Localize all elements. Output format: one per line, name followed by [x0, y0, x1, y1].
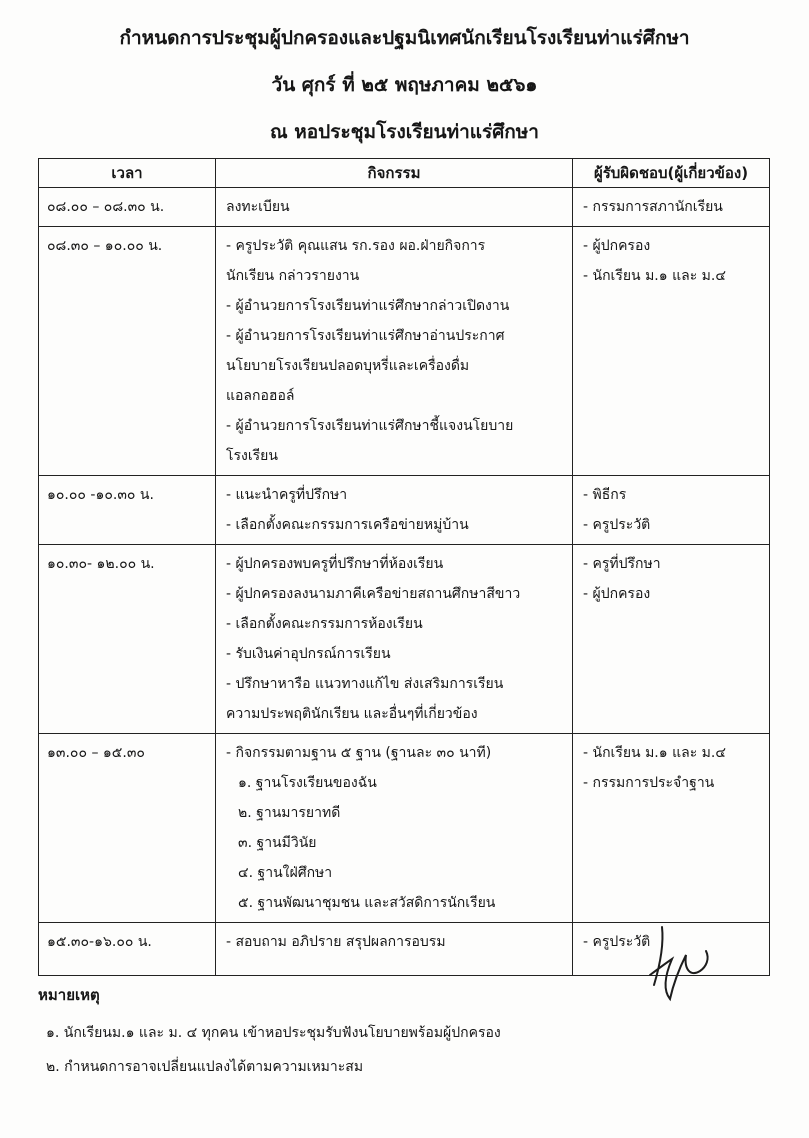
notes-heading: หมายเหตุ: [38, 986, 100, 1004]
note-item: ๑. นักเรียนม.๑ และ ม. ๔ ทุกคน เข้าหอประชุมรับฟังนโยบายพร้อมผู้ปกครอง: [46, 1025, 501, 1041]
time-text: ๐๘.๓๐ – ๑๐.๐๐ น.: [47, 238, 163, 254]
activity-cell: [216, 734, 573, 923]
activity-line: - เลือกตั้งคณะกรรมการเครือข่ายหมู่บ้าน: [226, 517, 469, 533]
activity-line: ๕. ฐานพัฒนาชุมชน และสวัสดิการนักเรียน: [238, 895, 496, 911]
time-text: ๐๘.๐๐ – ๐๘.๓๐ น.: [47, 199, 165, 215]
responsible-line: - ครูประวัติ: [583, 517, 651, 533]
activity-line: - แนะนำครูที่ปรึกษา: [226, 487, 348, 503]
event-venue: ณ หอประชุมโรงเรียนท่าแร่ศึกษา: [270, 121, 539, 143]
responsible-line: - ครูประวัติ: [583, 934, 651, 950]
responsible-cell: [573, 476, 770, 545]
table-header-row: [39, 159, 770, 188]
time-text: ๑๓.๐๐ – ๑๕.๓๐: [47, 745, 145, 761]
header-time: เวลา: [39, 159, 216, 188]
header-activity: กิจกรรม: [216, 159, 573, 188]
activity-cell: [216, 188, 573, 227]
time-cell: [39, 188, 216, 227]
time-text: ๑๐.๓๐- ๑๒.๐๐ น.: [47, 556, 155, 572]
activity-line: ๑. ฐานโรงเรียนของฉัน: [238, 775, 377, 791]
event-date: วัน ศุกร์ ที่ ๒๕ พฤษภาคม ๒๕๖๑: [271, 74, 538, 96]
schedule-table: [38, 158, 770, 976]
responsible-line: - ผู้ปกครอง: [583, 586, 651, 602]
activity-line: ๓. ฐานมีวินัย: [238, 835, 317, 851]
time-cell: [39, 545, 216, 734]
note-item: ๒. กำหนดการอาจเปลี่ยนแปลงได้ตามความเหมาะสม: [46, 1059, 364, 1075]
table-row: [39, 545, 770, 734]
activity-cell: [216, 227, 573, 476]
table-row: [39, 476, 770, 545]
table-row: [39, 734, 770, 923]
responsible-line: - ครูที่ปรึกษา: [583, 556, 661, 572]
activity-line: นักเรียน กล่าวรายงาน: [226, 268, 360, 284]
activity-cell: [216, 923, 573, 976]
activity-line: - ผู้อำนวยการโรงเรียนท่าแร่ศึกษาชี้แจงนโยบาย: [226, 418, 514, 434]
activity-line: ความประพฤตินักเรียน และอื่นๆที่เกี่ยวข้อง: [226, 706, 478, 722]
activity-line: แอลกอฮอล์: [226, 388, 295, 404]
responsible-line: - ผู้ปกครอง: [583, 238, 651, 254]
time-cell: [39, 227, 216, 476]
activity-line: - ผู้ปกครองลงนามภาคีเครือข่ายสถานศึกษาสีขาว: [226, 586, 521, 602]
time-text: ๑๕.๓๐-๑๖.๐๐ น.: [47, 934, 152, 950]
responsible-cell: [573, 545, 770, 734]
header-responsible: ผู้รับผิดชอบ(ผู้เกี่ยวข้อง): [573, 159, 770, 188]
activity-line: - เลือกตั้งคณะกรรมการห้องเรียน: [226, 616, 423, 632]
activity-line: ๒. ฐานมารยาทดี: [238, 805, 341, 821]
activity-line: โรงเรียน: [226, 448, 278, 464]
time-cell: [39, 476, 216, 545]
table-row: [39, 188, 770, 227]
responsible-cell: [573, 227, 770, 476]
responsible-cell: [573, 734, 770, 923]
activity-line: - กิจกรรมตามฐาน ๕ ฐาน (ฐานละ ๓๐ นาที): [226, 745, 492, 761]
time-cell: [39, 734, 216, 923]
activity-cell: [216, 476, 573, 545]
activity-line: - ปรึกษาหารือ แนวทางแก้ไข ส่งเสริมการเรียน: [226, 676, 504, 692]
activity-line: นโยบายโรงเรียนปลอดบุหรี่และเครื่องดื่ม: [226, 358, 470, 374]
activity-line: ๔. ฐานใฝ่ศึกษา: [238, 865, 333, 881]
responsible-line: - นักเรียน ม.๑ และ ม.๔: [583, 745, 726, 761]
activity-line: - สอบถาม อภิปราย สรุปผลการอบรม: [226, 934, 446, 950]
activity-line: - ครูประวัติ คุณแสน รก.รอง ผอ.ฝ่ายกิจการ: [226, 238, 486, 254]
table-row: [39, 227, 770, 476]
activity-cell: [216, 545, 573, 734]
activity-line: - ผู้อำนวยการโรงเรียนท่าแร่ศึกษาอ่านประกาศ: [226, 328, 505, 344]
responsible-line: - กรรมการสภานักเรียน: [583, 199, 723, 215]
responsible-line: - นักเรียน ม.๑ และ ม.๔: [583, 268, 726, 284]
activity-line: - ผู้ปกครองพบครูที่ปรึกษาที่ห้องเรียน: [226, 556, 444, 572]
signature-icon: [640, 915, 720, 1005]
activity-line: - รับเงินค่าอุปกรณ์การเรียน: [226, 646, 391, 662]
document-title: กำหนดการประชุมผู้ปกครองและปฐมนิเทศนักเรียนโรงเรียนท่าแร่ศึกษา: [119, 27, 690, 49]
activity-line: - ผู้อำนวยการโรงเรียนท่าแร่ศึกษากล่าวเปิดงาน: [226, 298, 510, 314]
time-cell: [39, 923, 216, 976]
responsible-line: - กรรมการประจำฐาน: [583, 775, 715, 791]
responsible-cell: [573, 188, 770, 227]
responsible-line: - พิธีกร: [583, 487, 627, 503]
time-text: ๑๐.๐๐ -๑๐.๓๐ น.: [47, 487, 154, 503]
activity-line: ลงทะเบียน: [226, 199, 290, 215]
